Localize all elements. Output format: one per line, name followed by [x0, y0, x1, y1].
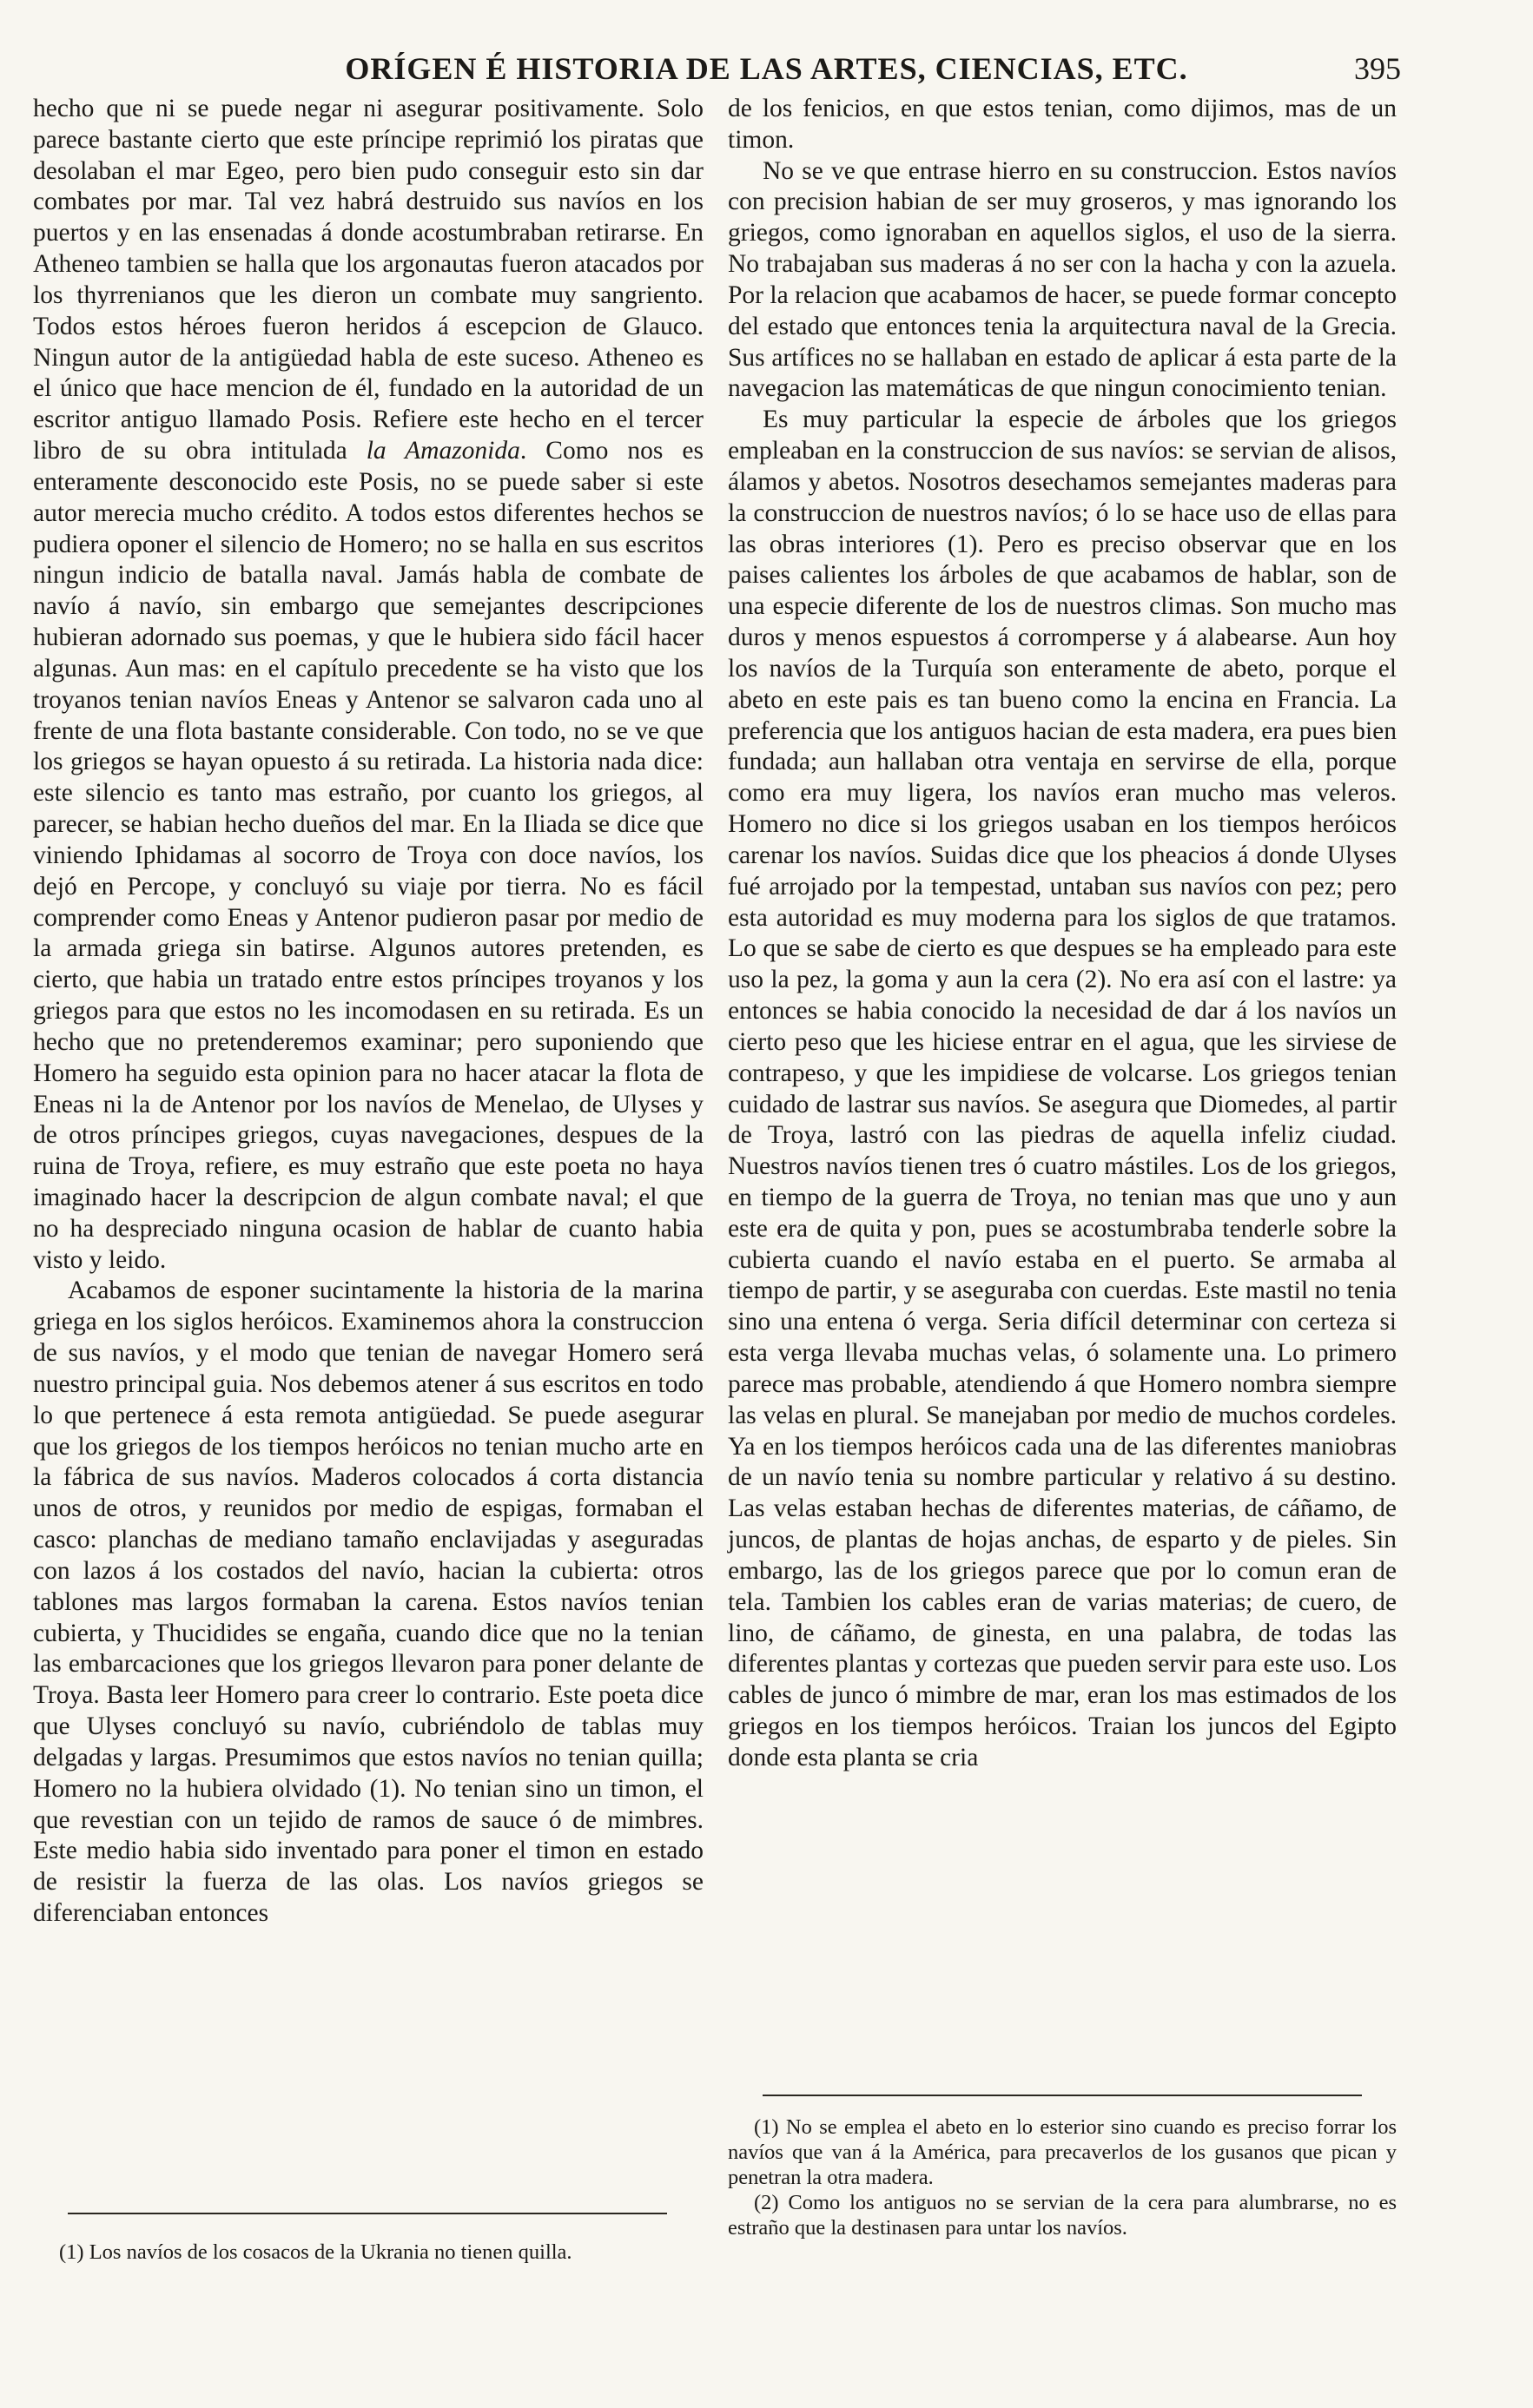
paragraph-text: hecho que ni se puede negar ni asegurar positivamente. Solo parece bastante cierto que este príncipe reprimió los piratas que desolaban el mar Egeo, pero bien pudo conseguir esto sin dar combates por mar. Tal vez habrá destruido sus navíos en los puertos y en las ensenadas á donde acostumbraban retirarse. En Atheneo tambien se halla que los argonautas fueron atacados por los thyrrenianos que les dieron un combate muy sangriento. Todos estos héroes fueron heridos á escepcion de Glauco. Ningun autor de la antigüedad habla de este suceso. Atheneo es el único que hace mencion de él, fundado en la autoridad de un escritor antiguo llamado Posis. Refiere este hecho en el tercer libro de su obra intitulada [33, 95, 704, 465]
right-footnotes [728, 2095, 1397, 2241]
left-footnotes [33, 2213, 702, 2266]
footnote: (2) Como los antiguos no se servian de la cera para alumbrarse, no es estraño que la destinasen para untar los navíos. [728, 2190, 1397, 2240]
footnote-rule [763, 2095, 1362, 2096]
book-title: la Amazonida [366, 437, 520, 465]
paragraph: de los fenicios, en que estos tenian, como dijimos, mas de un timon. [728, 95, 1397, 154]
page-header [0, 50, 1533, 94]
paragraph: Es muy particular la especie de árboles que los griegos empleaban en la construccion de sus navíos: se servian de alisos, álamos y abetos. Nosotros desechamos semejantes maderas para la construccion de nuestros navíos; ó lo se hace uso de ellas para las obras interiores (1). Pero es preciso observar que en los paises calientes los árboles de que acabamos de hablar, son de una especie diferente de los de nuestros climas. Son mucho mas duros y menos espuestos á corromperse y á alabearse. Aun hoy los navíos de la Turquía son enteramente de abeto, porque el abeto en este pais es tan bueno como la encina en Francia. La preferencia que los antiguos hacian de esta madera, era pues bien fundada; aun hallaban otra ventaja en servirse de ella, porque como era muy ligera, los navíos eran mucho mas veleros. Homero no dice si los griegos usaban en los tiempos heróicos carenar los navíos. Suidas dice que los pheacios á donde Ulyses fué arrojado por la tempestad, untaban sus navíos con pez; pero esta autoridad es muy moderna para los siglos de que tratamos. Lo que se sabe de cierto es que despues se ha empleado para este uso la pez, la goma y aun la cera (2). No era así con el lastre: ya entonces se habia conocido la necesidad de dar á los navíos un cierto peso que les hiciese entrar en el agua, que les sirviese de contrapeso, y que les impidiese de volcarse. Los griegos tenian cuidado de lastrar sus navíos. Se asegura que Diomedes, al partir de Troya, lastró con las piedras de aquella infeliz ciudad. Nuestros navíos tienen tres ó cuatro mástiles. Los de los griegos, en tiempo de la guerra de Troya, no tenian mas que uno y aun este era de quita y pon, pues se acostumbraba tenderle sobre la cubierta cuando el navío estaba en el puerto. Se armaba al tiempo de partir, y se aseguraba con cuerdas. Este mastil no tenia sino una entena ó verga. Seria difícil determinar con certeza si esta verga llevaba muchas velas, ó solamente una. Lo primero parece mas probable, atendiendo á que Homero nombra siempre las velas en plural. Se manejaban por medio de muchos cordeles. Ya en los tiempos heróicos cada una de las diferentes maniobras de un navío tenia su nombre particular y relativo á su destino. Las velas estaban hechas de diferentes materias, de cáñamo, de juncos, de plantas de hojas anchas, de esparto y de pieles. Sin embargo, las de los griegos parece que por lo comun eran de tela. Tambien los cables eran de varias materias; de cuero, de lino, de cáñamo, de ginesta, en una palabra, de todas las diferentes plantas y cortezas que pueden servir para este uso. Los cables de junco ó mimbre de mar, eran los mas estimados de los griegos en los tiempos heróicos. Traian los juncos del Egipto donde esta planta se cria [728, 406, 1397, 1771]
paragraph: Acabamos de esponer sucintamente la historia de la marina griega en los siglos heróicos. Examinemos ahora la construccion de sus navíos, y el modo que tenian de navegar Homero será nuestro principal guia. Nos debemos atener á sus escritos en todo lo que pertenece á esta remota antigüedad. Se puede asegurar que los griegos de los tiempos heróicos no tenian mucho arte en la fábrica de sus navíos. Maderos colocados á corta distancia unos de otros, y reunidos por medio de espigas, formaban el casco: planchas de mediano tamaño enclavijadas y aseguradas con lazos á los costados del navío, hacian la cubierta: otros tablones mas largos formaban la carena. Estos navíos tenian cubierta, y Thucidides se engaña, cuando dice que no la tenian las embarcaciones que los griegos llevaron para poner delante de Troya. Basta leer Homero para creer lo contrario. Este poeta dice que Ulyses concluyó su navío, cubriéndolo de tablas muy delgadas y largas. Presumimos que estos navíos no tenian quilla; Homero no la hubiera olvidado (1). No tenian sino un timon, el que revestian con un tejido de ramos de sauce ó de mimbres. Este medio habia sido inventado para poner el timon en estado de resistir la fuerza de las olas. Los navíos griegos se diferenciaban entonces [33, 1277, 704, 1928]
right-column [728, 94, 1397, 1774]
page-number: 395 [1354, 51, 1401, 86]
footnote: (1) No se emplea el abeto en lo esterior sino cuando es preciso forrar los navíos que van á la América, para precaverlos de los gusanos que pican y penetran la otra madera. [728, 2115, 1397, 2189]
paragraph: No se ve que entrase hierro en su construccion. Estos navíos con precision habian de ser muy groseros, y mas ignorando los griegos, como ignoraban en aquellos siglos, el uso de la sierra. No trabajaban sus maderas á no ser con la hacha y con la azuela. Por la relacion que acabamos de hacer, se puede formar concepto del estado que entonces tenia la arquitectura naval de la Grecia. Sus artífices no se hallaban en estado de aplicar á esta parte de la navegacion las matemáticas de que ningun conocimiento tenian. [728, 156, 1397, 403]
paragraph [33, 94, 704, 1276]
left-column [33, 94, 704, 1930]
running-title: ORÍGEN É HISTORIA DE LAS ARTES, CIENCIAS, ETC. [345, 51, 1188, 86]
footnote: (1) Los navíos de los cosacos de la Ukrania no tienen quilla. [59, 2240, 572, 2264]
footnote-rule [68, 2213, 667, 2214]
paragraph-text: . Como nos es enteramente desconocido este Posis, no se puede saber si este autor merecia mucho crédito. A todos estos diferentes hechos se pudiera oponer el silencio de Homero; no se halla en sus escritos ningun indicio de batalla naval. Jamás habla de combate de navío á navío, sin embargo que semejantes descripciones hubieran adornado sus poemas, y que le hubiera sido fácil hacer algunas. Aun mas: en el capítulo precedente se ha visto que los troyanos tenian navíos Eneas y Antenor se salvaron cada uno al frente de una flota bastante considerable. Con todo, no se ve que los griegos se hayan opuesto á su retirada. La historia nada dice: este silencio es tanto mas estraño, por cuanto los griegos, al parecer, se habian hecho dueños del mar. En la Iliada se dice que viniendo Iphidamas al socorro de Troya con doce navíos, los dejó en Percope, y concluyó su viaje por tierra. No es fácil comprender como Eneas y Antenor pudieron pasar por medio de la armada griega sin batirse. Algunos autores pretenden, es cierto, que habia un tratado entre estos príncipes troyanos y los griegos para que estos no les incomodasen en su retirada. Es un hecho que no pretenderemos examinar; pero suponiendo que Homero ha seguido esta opinion para no hacer atacar la flota de Eneas ni la de Antenor por los navíos de Menelao, de Ulyses y de otros príncipes griegos, cuyas navegaciones, despues de la ruina de Troya, refiere, es muy estraño que este poeta no haya imaginado hacer la descripcion de algun combate naval; el que no ha despreciado ninguna ocasion de hablar de cuanto habia visto y leido. [33, 437, 704, 1274]
